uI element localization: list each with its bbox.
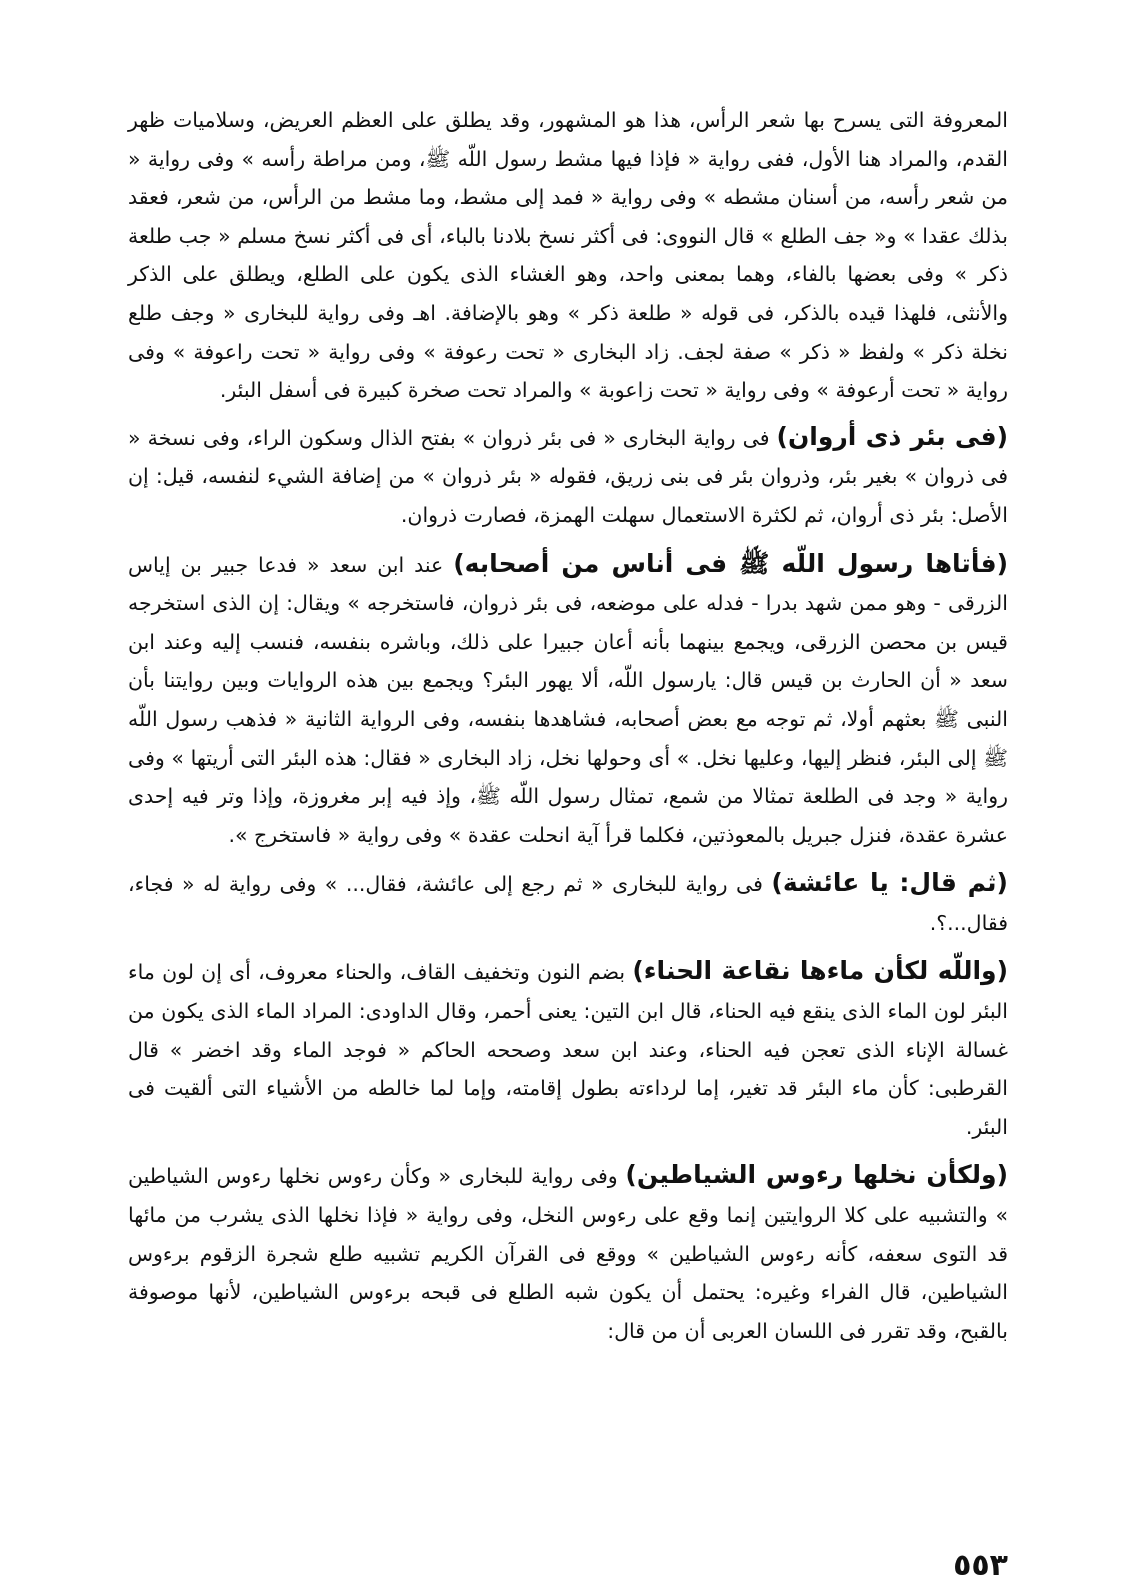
paragraph-3: [128, 545, 1008, 855]
paragraph-4: [128, 864, 1008, 942]
paragraph-1: [128, 100, 1008, 410]
paragraph-2-text: فى رواية البخارى « فى بئر ذروان » بفتح الذال وسكون الراء، وفى نسخة « فى ذروان » بغير بئر، وذروان بئر فى بنى زريق، فقوله « بئر ذروان » من إضافة الشيء لنفسه، قيل: إن الأصل: بئر ذى أروان، ثم لكثرة الاستعمال سهلت الهمزة، فصارت ذروان.: [128, 425, 1008, 527]
page-number: ٥٥٣: [953, 1548, 1008, 1583]
paragraph-3-text: عند ابن سعد « فدعا جبير بن إياس الزرقى - وهو ممن شهد بدرا - فدله على موضعه، فى بئر ذروان، فاستخرجه » ويقال: إن الذى استخرجه قيس بن محصن الزرقى، ويجمع بينهما بأنه أعان جبيرا على ذلك، وباشره بنفسه، فنسب إليه وعند ابن سعد « أن الحارث بن قيس قال: يارسول اللّه، ألا يهور البئر؟ ويجمع بين هذه الروايات وبين روايتنا بأن النبى ﷺ بعثهم أولا، ثم توجه مع بعض أصحابه، فشاهدها بنفسه، وفى الرواية الثانية « فذهب رسول اللّه ﷺ إلى البئر، فنظر إليها، وعليها نخل. » أى وحولها نخل، زاد البخارى « فقال: هذه البئر التى أريتها » وفى رواية « وجد فى الطلعة تمثالا من شمع، تمثال رسول اللّه ﷺ، وإذ فيه إبر مغروزة، وإذا وتر فيه إحدى عشرة عقدة، فنزل جبريل بالمعوذتين، فكلما قرأ آية انحلت عقدة » وفى رواية « فاستخرج ».: [128, 552, 1008, 847]
document-page: [128, 100, 1008, 1583]
paragraph-4-text: فى رواية للبخارى « ثم رجع إلى عائشة، فقال... » وفى رواية له « فجاء، فقال...؟.: [128, 872, 1008, 935]
paragraph-1-text: المعروفة التى يسرح بها شعر الرأس، هذا هو المشهور، وقد يطلق على العظم العريض، وسلاميات ظهر القدم، والمراد هنا الأول، ففى رواية « فإذا فيها مشط رسول اللّه ﷺ، ومن مراطة رأسه » وفى رواية « من شعر رأسه، من أسنان مشطه » وفى رواية « فمد إلى مشط، وما مشط من الرأس، من شعر، فعقد بذلك عقدا » و« جف الطلع » قال النووى: فى أكثر نسخ بلادنا بالباء، أى فى أكثر نسخ مسلم « جب طلعة ذكر » وفى بعضها بالفاء، وهما بمعنى واحد، وهو الغشاء الذى يكون على الطلع، ويطلق على الذكر والأنثى، فلهذا قيده بالذكر، فى قوله « طلعة ذكر » وهو بالإضافة. اهـ وفى رواية للبخارى « وجف طلع نخلة ذكر » ولفظ « ذكر » صفة لجف. زاد البخارى « تحت رعوفة » وفى رواية « تحت راعوفة » وفى رواية « تحت أرعوفة » وفى رواية « تحت زاعوبة » والمراد تحت صخرة كبيرة فى أسفل البئر.: [128, 108, 1008, 403]
paragraph-5-text: بضم النون وتخفيف القاف، والحناء معروف، أى إن لون ماء البئر لون الماء الذى ينقع فيه الحناء، قال ابن التين: يعنى أحمر، وقال الداودى: المراد الماء الذى يكون من غسالة الإناء الذى تعجن فيه الحناء، وعند ابن سعد وصححه الحاكم « فوجد الماء وقد اخضر » قال القرطبى: كأن ماء البئر قد تغير، إما لرداءته بطول إقامته، وإما لما خالطه من الأشياء التى ألقيت فى البئر.: [128, 960, 1008, 1139]
paragraph-2-lead: (فى بئر ذى أروان): [776, 421, 1008, 451]
paragraph-2: [128, 418, 1008, 535]
paragraph-6: [128, 1156, 1008, 1350]
paragraph-3-lead: (فأتاها رسول اللّه ﷺ فى أناس من أصحابه): [453, 548, 1008, 578]
paragraph-5: [128, 952, 1008, 1146]
paragraph-6-text: وفى رواية للبخارى « وكأن رءوس نخلها رءوس الشياطين » والتشبيه على كلا الروايتين إنما وقع على رءوس النخل، وفى رواية « فإذا نخلها الذى يشرب من مائها قد التوى سعفه، كأنه رءوس الشياطين » ووقع فى القرآن الكريم تشبيه طلع شجرة الزقوم برءوس الشياطين، قال الفراء وغيره: يحتمل أن يكون شبه الطلع فى قبحه برءوس الشياطين، لأنها موصوفة بالقبح، وقد تقرر فى اللسان العربى أن من قال:: [128, 1164, 1008, 1343]
paragraph-5-lead: (واللّه لكأن ماءها نقاعة الحناء): [632, 956, 1008, 986]
paragraph-4-lead: (ثم قال: يا عائشة): [771, 868, 1008, 898]
paragraph-6-lead: (ولكأن نخلها رءوس الشياطين): [625, 1160, 1008, 1190]
